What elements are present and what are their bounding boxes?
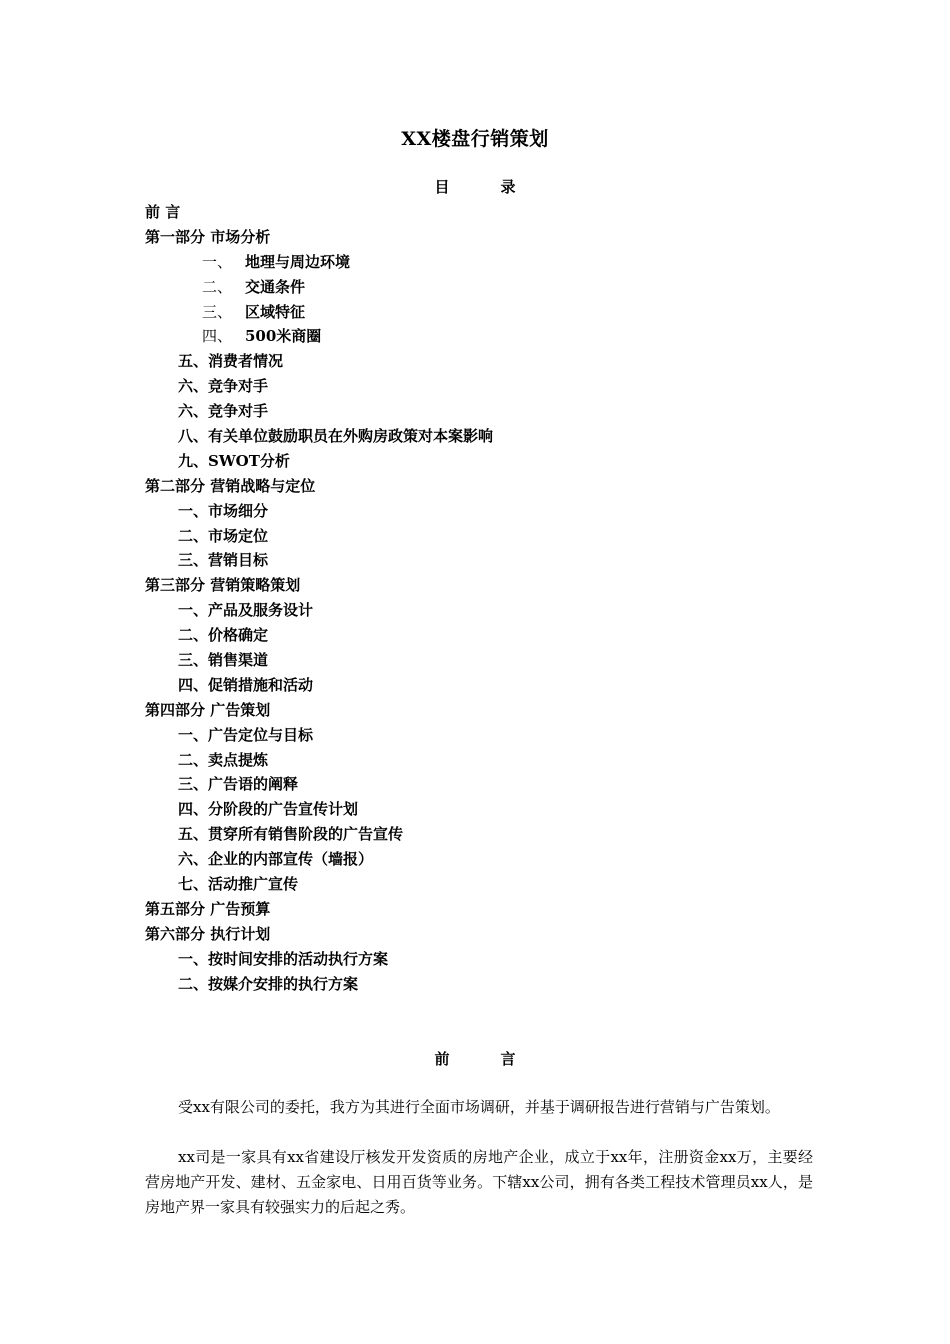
toc-part-entry	[145, 897, 825, 922]
toc-entry-text: 二、市场定位	[178, 526, 269, 545]
toc-section-entry	[145, 673, 825, 698]
toc-entry-text: 三、营销目标	[178, 551, 269, 570]
toc-entry-text: 六、竞争对手	[178, 377, 269, 396]
toc-section-entry	[145, 648, 825, 673]
toc-part-entry	[145, 200, 825, 225]
toc-section-entry	[145, 972, 825, 997]
toc-section-entry	[145, 822, 825, 847]
toc-section-entry	[145, 797, 825, 822]
toc-section-entry	[145, 349, 825, 374]
toc-section-entry	[145, 623, 825, 648]
toc-part-entry	[145, 474, 825, 499]
preface-paragraph: xx司是一家具有xx省建设厅核发开发资质的房地产企业，成立于xx年，注册资金xx万，主要经营房地产开发、建材、五金家电、日用百货等业务。下辖xx公司，拥有各类工程技术管理员xx人，是房地产界一家具有较强实力的后起之秀。	[145, 1148, 813, 1216]
toc-entry-number: 一、	[202, 252, 233, 271]
toc-section-entry	[145, 300, 825, 325]
toc-section-entry	[145, 275, 825, 300]
toc-entry-text: 三、广告语的阐释	[178, 775, 299, 794]
toc-entry-text: 交通条件	[245, 277, 306, 296]
toc-entry-text: 第四部分 广告策划	[145, 700, 271, 719]
toc-section-entry	[145, 947, 825, 972]
toc-entry-text: 区域特征	[245, 302, 306, 321]
toc-section-entry	[145, 723, 825, 748]
toc-part-entry	[145, 225, 825, 250]
toc-section-entry	[145, 374, 825, 399]
toc-entry-text: 九、SWOT分析	[178, 451, 290, 470]
toc-entry-text: 二、卖点提炼	[178, 750, 269, 769]
toc-section-entry	[145, 598, 825, 623]
document-title: XX楼盘行销策划	[401, 128, 549, 150]
toc-entry-text: 500米商圈	[245, 327, 322, 346]
toc-entry-text: 一、市场细分	[178, 501, 269, 520]
toc-entry-text: 第二部分 营销战略与定位	[145, 476, 316, 495]
toc-entry-text: 一、按时间安排的活动执行方案	[178, 949, 389, 968]
toc-section-entry	[145, 872, 825, 897]
toc-entry-text: 一、产品及服务设计	[178, 601, 314, 620]
toc-entry-number: 四、	[202, 327, 233, 346]
toc-entry-text: 第三部分 营销策略策划	[145, 576, 301, 595]
preface-paragraph: 受xx有限公司的委托，我方为其进行全面市场调研，并基于调研报告进行营销与广告策划。	[178, 1098, 780, 1116]
toc-entry-text: 第一部分 市场分析	[145, 227, 271, 246]
toc-section-entry	[145, 499, 825, 524]
toc-section-entry	[145, 250, 825, 275]
toc-entry-text: 六、竞争对手	[178, 402, 269, 421]
toc-section-entry	[145, 399, 825, 424]
toc-entry-text: 第六部分 执行计划	[145, 924, 271, 943]
toc-entry-text: 地理与周边环境	[245, 252, 351, 271]
table-of-contents	[145, 200, 825, 997]
toc-part-entry	[145, 698, 825, 723]
toc-section-entry	[145, 847, 825, 872]
toc-entry-text: 四、分阶段的广告宣传计划	[178, 800, 359, 819]
toc-heading: 目 录	[434, 178, 534, 196]
toc-entry-text: 七、活动推广宣传	[178, 875, 299, 894]
toc-entry-number: 二、	[202, 277, 233, 296]
toc-section-entry	[145, 424, 825, 449]
toc-entry-text: 二、按媒介安排的执行方案	[178, 974, 359, 993]
toc-section-entry	[145, 748, 825, 773]
toc-entry-text: 四、促销措施和活动	[178, 675, 314, 694]
toc-entry-text: 八、有关单位鼓励职员在外购房政策对本案影响	[178, 427, 494, 446]
toc-part-entry	[145, 573, 825, 598]
toc-entry-text: 前 言	[145, 203, 181, 221]
toc-section-entry	[145, 548, 825, 573]
toc-entry-text: 二、价格确定	[178, 626, 269, 645]
toc-section-entry	[145, 324, 825, 349]
toc-entry-text: 三、销售渠道	[178, 651, 269, 670]
preface-heading: 前 言	[434, 1050, 534, 1068]
toc-entry-text: 一、广告定位与目标	[178, 725, 314, 744]
toc-section-entry	[145, 524, 825, 549]
toc-part-entry	[145, 922, 825, 947]
toc-entry-text: 第五部分 广告预算	[145, 899, 271, 918]
toc-entry-text: 六、企业的内部宣传（墙报）	[178, 850, 374, 869]
toc-entry-text: 五、贯穿所有销售阶段的广告宣传	[178, 825, 404, 844]
toc-section-entry	[145, 449, 825, 474]
toc-section-entry	[145, 772, 825, 797]
toc-entry-text: 五、消费者情况	[178, 352, 284, 371]
toc-entry-number: 三、	[202, 302, 233, 321]
